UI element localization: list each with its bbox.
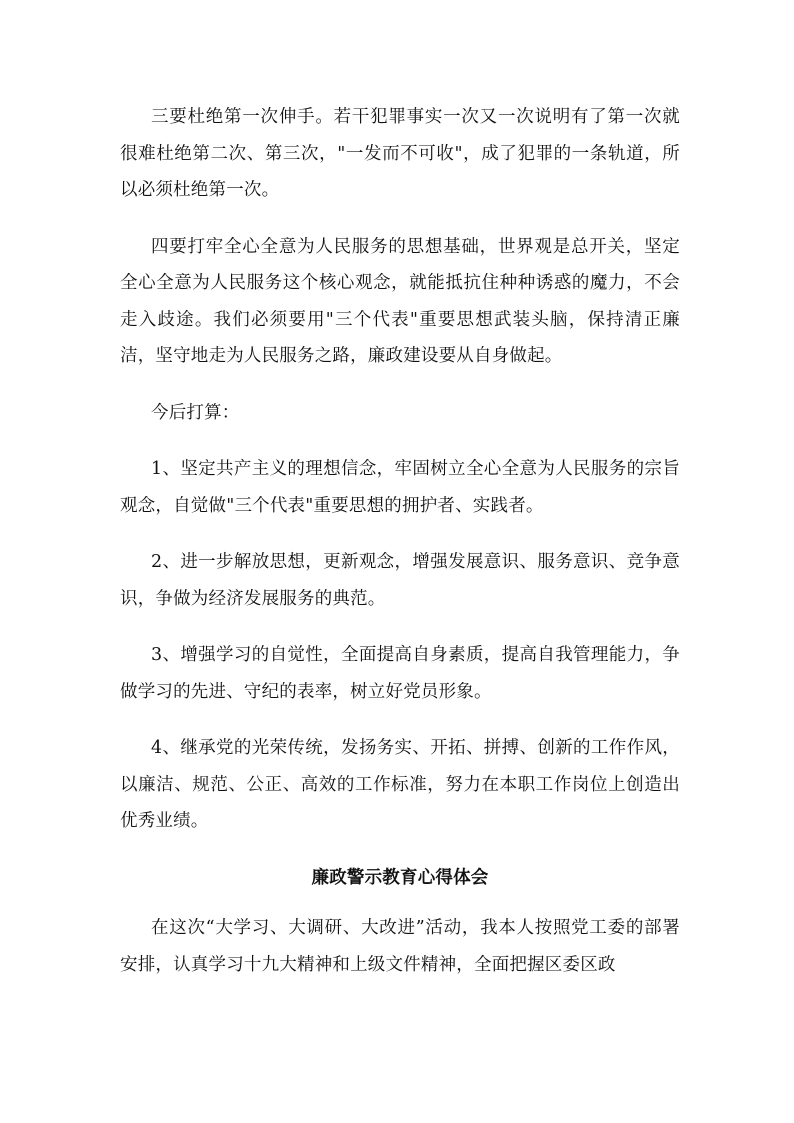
document-body <box>120 99 680 1003</box>
paragraph-after-heading: 在这次“大学习、大调研、大改进”活动，我本人按照党工委的部署安排，认真学习十九大精神和上级文件精神，全面把握区委区政 <box>120 918 680 975</box>
section-heading: 廉政警示教育心得体会 <box>311 867 489 888</box>
list-item-3: 3、增强学习的自觉性，全面提高自身素质，提高自我管理能力，争做学习的先进、守纪的表率，树立好党员形象。 <box>120 645 680 702</box>
paragraph-serve-people: 四要打牢全心全意为人民服务的思想基础，世界观是总开关，坚定全心全意为人民服务这个核心观念，就能抵抗住种种诱惑的魔力，不会走入歧途。我们必须要用"三个代表"重要思想武装头脑，保持清正廉洁，坚守地走为人民服务之路，廉政建设要从自身做起。 <box>120 236 680 366</box>
paragraph-future-plans-label: 今后打算： <box>151 402 240 423</box>
list-item-1: 1、坚定共产主义的理想信念，牢固树立全心全意为人民服务的宗旨观念，自觉做"三个代表"重要思想的拥护者、实践者。 <box>120 459 680 516</box>
paragraph-prevent-first-offense: 三要杜绝第一次伸手。若干犯罪事实一次又一次说明有了第一次就很难杜绝第二次、第三次，"一发而不可收"，成了犯罪的一条轨道，所以必须杜绝第一次。 <box>120 107 680 200</box>
list-item-2: 2、进一步解放思想，更新观念，增强发展意识、服务意识、竞争意识，争做为经济发展服务的典范。 <box>120 552 680 609</box>
list-item-4: 4、继承党的光荣传统，发扬务实、开拓、拼搏、创新的工作作风，以廉洁、规范、公正、高效的工作标准，努力在本职工作岗位上创造出优秀业绩。 <box>120 738 680 831</box>
